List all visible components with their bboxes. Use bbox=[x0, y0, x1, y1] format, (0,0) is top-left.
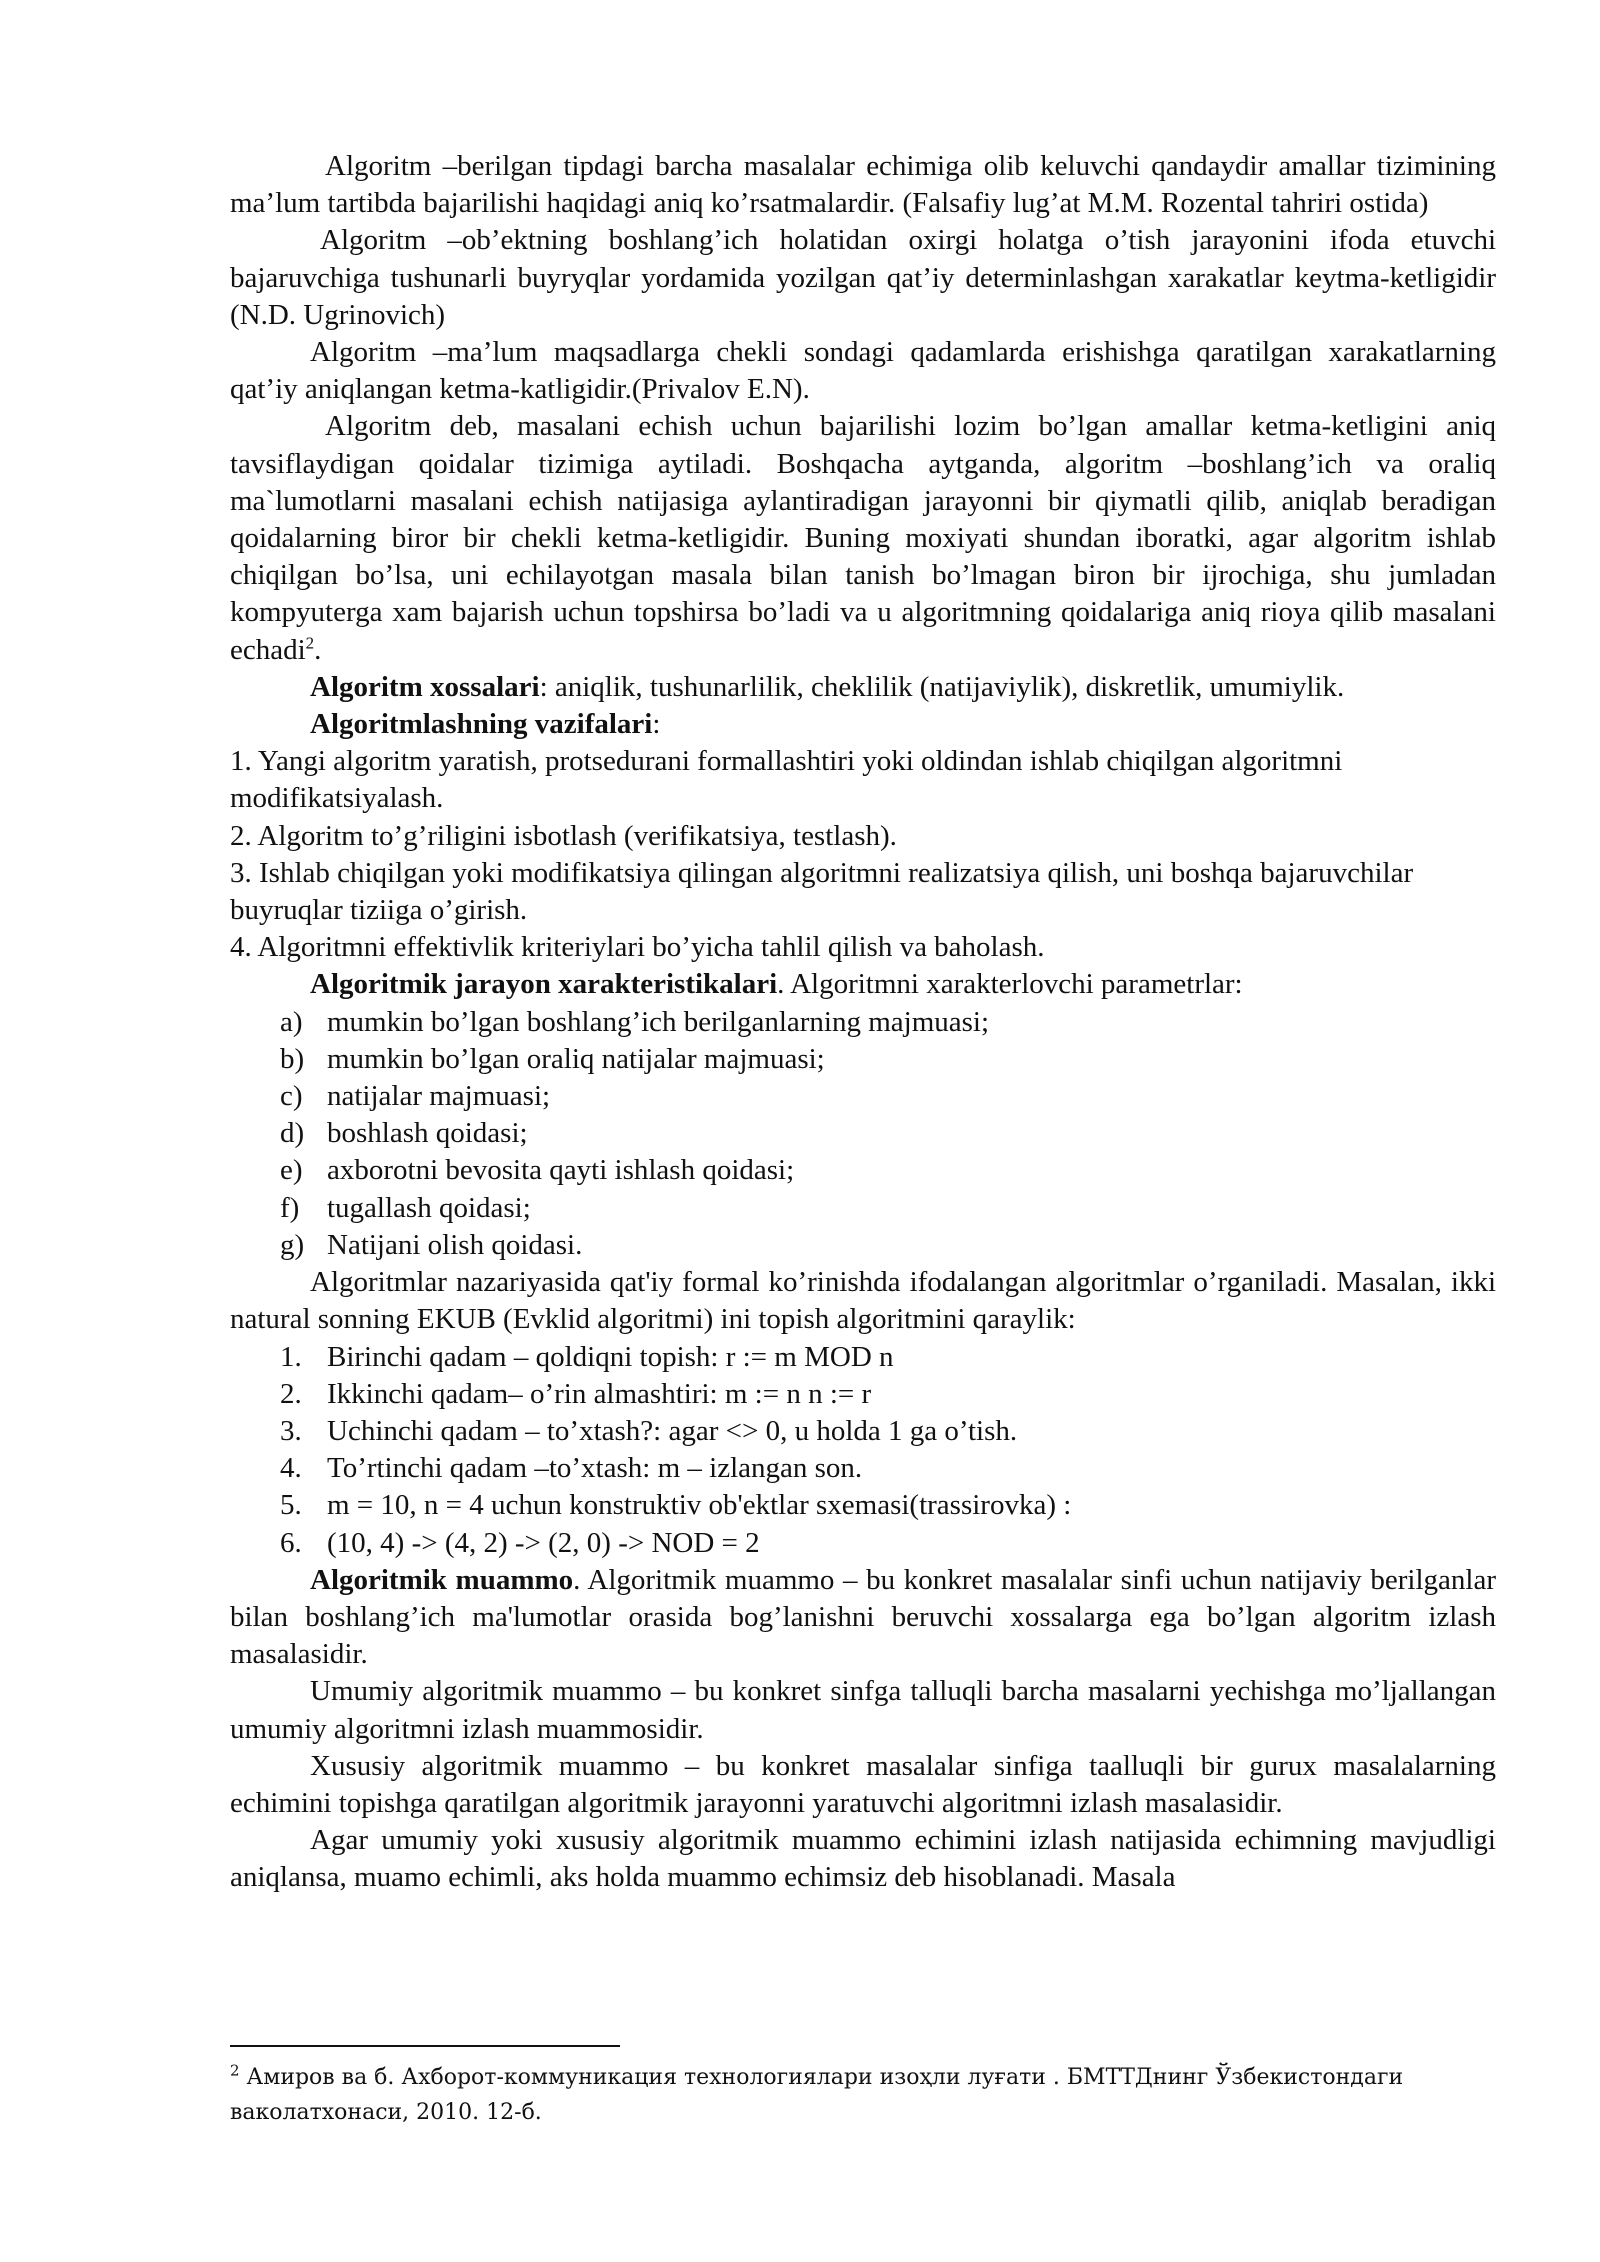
euclid-steps-list bbox=[230, 1339, 1496, 1562]
list-item-text: mumkin bo’lgan oraliq natijalar majmuasi; bbox=[327, 1042, 825, 1075]
list-marker: 5. bbox=[280, 1489, 302, 1522]
paragraph-definition-2: Algoritm –ob’ektning boshlang’ich holatidan oxirgi holatga o’tish jarayonini ifoda etuvchi bajaruvchiga tushunarli buyryqlar yordamida yozilgan qat’iy determinlashgan xarakatlar keytma-ketligidir (N.D. Ugrinovich) bbox=[230, 224, 1496, 331]
tasks-heading-colon: : bbox=[652, 708, 661, 741]
list-item bbox=[230, 1376, 1496, 1413]
list-item-text: tugallash qoidasi; bbox=[327, 1191, 531, 1224]
problem-heading: Algoritmik muammo bbox=[310, 1563, 574, 1596]
list-item-text: Uchinchi qadam – to’xtash?: agar <> 0, u holda 1 ga o’tish. bbox=[327, 1414, 1018, 1447]
footnote-reference: 2 bbox=[305, 632, 315, 652]
list-item bbox=[230, 1450, 1496, 1487]
list-item bbox=[230, 1115, 1496, 1152]
list-marker: d) bbox=[280, 1117, 305, 1150]
list-marker: 4. bbox=[280, 1452, 302, 1485]
footnote bbox=[230, 2060, 1496, 2130]
list-marker: g) bbox=[280, 1228, 305, 1261]
list-item bbox=[230, 1004, 1496, 1041]
list-item-text: To’rtinchi qadam –to’xtash: m – izlangan son. bbox=[327, 1452, 863, 1485]
list-item-text: axborotni bevosita qayti ishlash qoidasi; bbox=[327, 1154, 795, 1187]
list-marker: f) bbox=[280, 1191, 300, 1224]
list-item-text: boshlash qoidasi; bbox=[327, 1117, 528, 1150]
task-item-1: 1. Yangi algoritm yaratish, protsedurani formallashtiri yoki oldindan ishlab chiqilgan algoritmni modifikatsiyalash. bbox=[230, 745, 1343, 815]
list-marker: 3. bbox=[280, 1414, 302, 1447]
task-item-4: 4. Algoritmni effektivlik kriteriylari bo’yicha tahlil qilish va baholash. bbox=[230, 931, 1045, 964]
list-marker: b) bbox=[280, 1042, 305, 1075]
general-problem-paragraph: Umumiy algoritmik muammo – bu konkret sinfga talluqli barcha masalarni yechishga mo’ljallangan umumiy algoritmni izlash muammosidir. bbox=[230, 1675, 1496, 1745]
characteristics-line bbox=[230, 966, 1496, 1003]
list-marker: 1. bbox=[280, 1340, 302, 1373]
characteristics-heading: Algoritmik jarayon xarakteristikalari bbox=[310, 968, 778, 1001]
theory-paragraph: Algoritmlar nazariyasida qat'iy formal ko’rinishda ifodalangan algoritmlar o’rganiladi. Masalan, ikki natural sonning EKUB (Evklid algoritmi) ini topish algoritmini qaraylik: bbox=[230, 1266, 1496, 1336]
list-item-text: Birinchi qadam – qoldiqni topish: r := m MOD n bbox=[327, 1340, 894, 1373]
paragraph-definition-4 bbox=[230, 408, 1496, 668]
task-item-3: 3. Ishlab chiqilgan yoki modifikatsiya qilingan algoritmni realizatsiya qilish, uni boshqa bajaruvchilar buyruqlar tiziiga o’girish. bbox=[230, 856, 1414, 927]
list-item-text: Ikkinchi qadam– o’rin almashtiri: m := n n := r bbox=[327, 1377, 872, 1410]
tasks-heading-line bbox=[230, 706, 1496, 743]
paragraph-definition-3: Algoritm –ma’lum maqsadlarga chekli sondagi qadamlarda erishishga qaratilgan xarakatlarning qat’iy aniqlangan ketma-katligidir.(Privalov E.N). bbox=[230, 336, 1496, 406]
paragraph-end-period: . bbox=[314, 633, 322, 666]
list-item bbox=[230, 1227, 1496, 1264]
footnote-separator bbox=[230, 2045, 620, 2047]
list-item bbox=[230, 1152, 1496, 1189]
problem-paragraph bbox=[230, 1562, 1496, 1674]
properties-text: : aniqlik, tushunarlilik, cheklilik (natijaviylik), diskretlik, umumiylik. bbox=[539, 670, 1345, 703]
list-marker: 2. bbox=[280, 1377, 302, 1410]
list-marker: 6. bbox=[280, 1526, 302, 1559]
list-marker: a) bbox=[280, 1005, 303, 1038]
characteristics-list bbox=[230, 1004, 1496, 1264]
list-item bbox=[230, 1041, 1496, 1078]
list-marker: e) bbox=[280, 1154, 303, 1187]
footnote-number: 2 bbox=[230, 2061, 240, 2080]
characteristics-text: . Algoritmni xarakterlovchi parametrlar: bbox=[777, 968, 1243, 1001]
properties-line bbox=[230, 669, 1496, 706]
properties-heading: Algoritm xossalari bbox=[310, 670, 540, 703]
existence-paragraph: Agar umumiy yoki xususiy algoritmik muammo echimini izlash natijasida echimning mavjudligi aniqlansa, muamo echimli, aks holda muammo echimsiz deb hisoblanadi. Masala bbox=[230, 1824, 1496, 1894]
list-item bbox=[230, 1078, 1496, 1115]
list-item-text: mumkin bo’lgan boshlang’ich berilganlarning majmuasi; bbox=[327, 1005, 990, 1038]
list-item bbox=[230, 1413, 1496, 1450]
special-problem-paragraph: Xususiy algoritmik muammo – bu konkret masalalar sinfiga taalluqli bir gurux masalalarning echimini topishga qaratilgan algoritmik jarayonni yaratuvchi algoritmni izlash masalasidir. bbox=[230, 1749, 1496, 1819]
list-item-text: (10, 4) -> (4, 2) -> (2, 0) -> NOD = 2 bbox=[327, 1526, 760, 1559]
tasks-heading: Algoritmlashning vazifalari bbox=[310, 708, 653, 741]
list-item-text: natijalar majmuasi; bbox=[327, 1080, 551, 1113]
list-marker: c) bbox=[280, 1080, 303, 1113]
list-item bbox=[230, 1190, 1496, 1227]
task-item-2: 2. Algoritm to’g’riligini isbotlash (verifikatsiya, testlash). bbox=[230, 819, 897, 852]
document-page bbox=[230, 148, 1496, 1897]
list-item bbox=[230, 1487, 1496, 1524]
list-item bbox=[230, 1525, 1496, 1562]
list-item bbox=[230, 1339, 1496, 1376]
paragraph-definition-4-text: Algoritm deb, masalani echish uchun bajarilishi lozim bo’lgan amallar ketma-ketligini aniq tavsiflaydigan qoidalar tizimiga aytiladi. Boshqacha aytganda, algoritm –boshlang’ich va oraliq ma`lumotlarni masalani echish natijasiga aylantiradigan jarayonni bir qiymatli qilib, aniqlab beradigan qoidalarning biror bir chekli ketma-ketligidir. Buning moxiyati shundan iboratki, agar algoritm ishlab chiqilgan bo’lsa, uni echilayotgan masala bilan tanish bo’lmagan biron bir ijrochiga, shu jumladan kompyuterga xam bajarish uchun topshirsa bo’ladi va u algoritmning qoidalariga aniq rioya qilib masalani echadi bbox=[230, 410, 1496, 666]
paragraph-definition-1: Algoritm –berilgan tipdagi barcha masalalar echimiga olib keluvchi qandaydir amallar tizimining ma’lum tartibda bajarilishi haqidagi aniq ko’rsatmalardir. (Falsafiy lug’at M.M. Rozental tahriri ostida) bbox=[230, 150, 1496, 220]
problem-text: . Algoritmik muammo – bu konkret masalalar sinfi uchun natijaviy berilganlar bilan boshlang’ich ma'lumotlar orasida bog’lanishni beruvchi xossalarga ega bo’lgan algoritm izlash masalasidir. bbox=[230, 1563, 1496, 1671]
list-item-text: m = 10, n = 4 uchun konstruktiv ob'ektlar sxemasi(trassirovka) : bbox=[327, 1489, 1072, 1522]
footnote-text: Амиров ва б. Ахборот-коммуникация технологиялари изоҳли луғати . БМТТДнинг Ўзбекистондаги ваколатхонаси, 2010. 12-б. bbox=[230, 2065, 1404, 2125]
list-item-text: Natijani olish qoidasi. bbox=[327, 1228, 583, 1261]
